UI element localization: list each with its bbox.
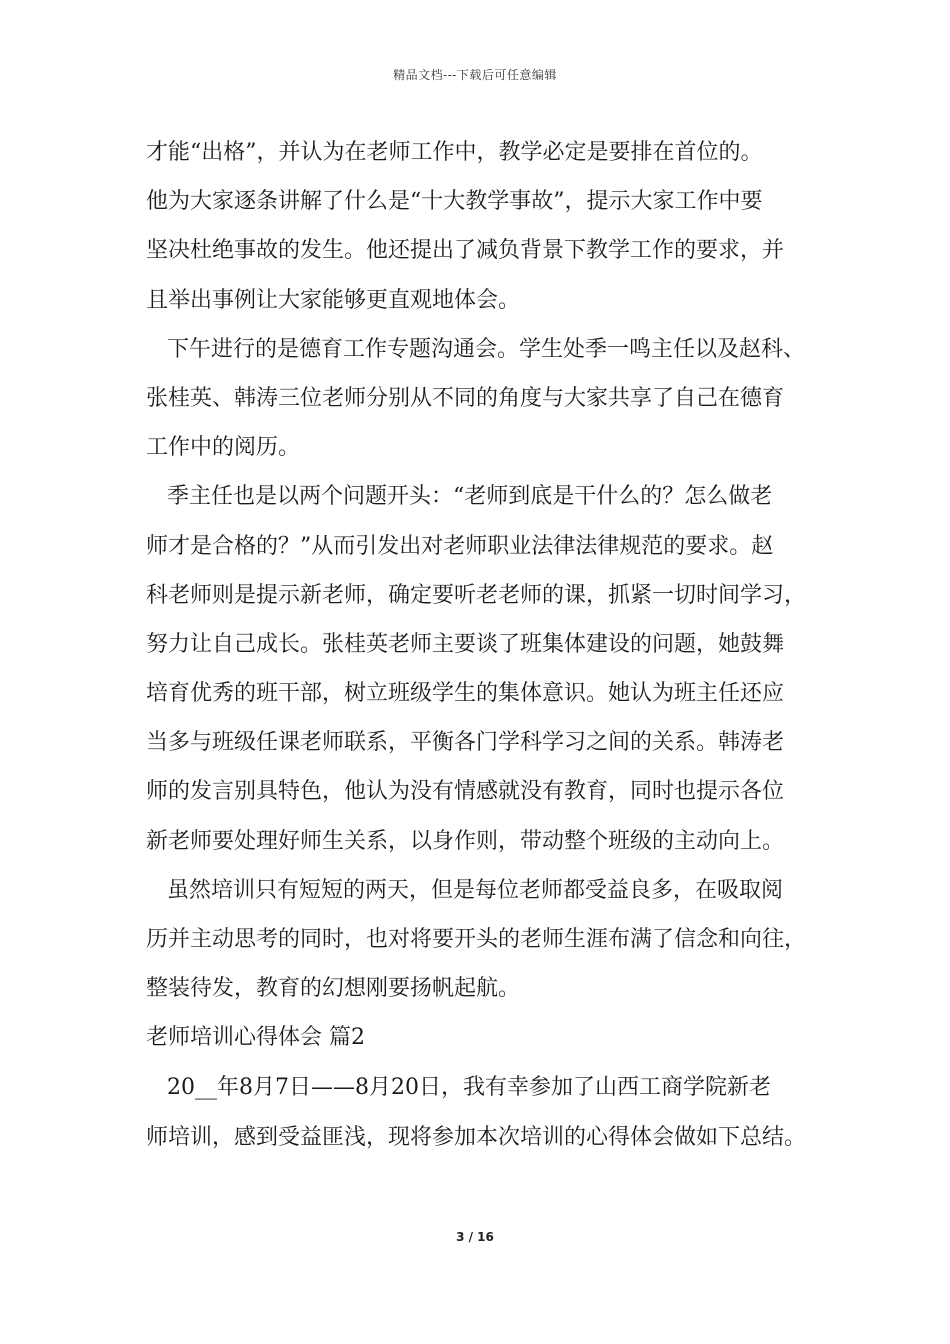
- paragraph-start-line: 20__年8月7日——8月20日，我有幸参加了山西工商学院新老: [167, 1075, 771, 1101]
- text-line: 当多与班级任课老师联系，平衡各门学科学习之间的关系。韩涛老: [146, 730, 785, 756]
- text-line: 师的发言别具特色，他认为没有情感就没有教育，同时也提示各位: [146, 779, 785, 805]
- text-line: 培育优秀的班干部，树立班级学生的集体意识。她认为班主任还应: [146, 681, 785, 707]
- text-line: 历并主动思考的同时，也对将要开头的老师生涯布满了信念和向往，: [146, 927, 807, 952]
- text-line: 才能“出格”，并认为在老师工作中，教学必定是要排在首位的。: [146, 140, 763, 165]
- paragraph-start-line: 虽然培训只有短短的两天，但是每位老师都受益良多，在吸取阅: [167, 877, 784, 903]
- text-line: 整装待发，教育的幻想刚要扬帆起航。: [146, 976, 521, 1002]
- text-line: 师才是合格的？”从而引发出对老师职业法律法律规范的要求。赵: [146, 533, 774, 559]
- page-header: 精品文档---下载后可任意编辑: [393, 68, 557, 82]
- text-line: 坚决杜绝事故的发生。他还提出了减负背景下教学工作的要求，并: [146, 238, 785, 264]
- section-heading: 老师培训心得体会 篇2: [146, 1025, 365, 1051]
- text-line: 张桂英、韩涛三位老师分别从不同的角度与大家共享了自己在德育: [146, 385, 785, 411]
- text-line: 他为大家逐条讲解了什么是“十大教学事故”，提示大家工作中要: [146, 189, 763, 215]
- paragraph-start-line: 下午进行的是德育工作专题沟通会。学生处季一鸣主任以及赵科、: [167, 336, 806, 362]
- page-number: 3 / 16: [456, 1230, 494, 1244]
- text-line: 且举出事例让大家能够更直观地体会。: [146, 287, 521, 313]
- document-body: [146, 128, 826, 1162]
- text-line: 工作中的阅历。: [146, 435, 301, 461]
- text-line: 科老师则是提示新老师，确定要听老老师的课，抓紧一切时间学习，: [146, 582, 807, 608]
- text-line: 新老师要处理好师生关系，以身作则，带动整个班级的主动向上。: [146, 828, 785, 854]
- text-line: 努力让自己成长。张桂英老师主要谈了班集体建设的问题，她鼓舞: [146, 631, 785, 657]
- text-line: 师培训，感到受益匪浅，现将参加本次培训的心得体会做如下总结。: [146, 1124, 807, 1150]
- paragraph-start-line: 季主任也是以两个问题开头：“老师到底是干什么的？怎么做老: [167, 484, 773, 510]
